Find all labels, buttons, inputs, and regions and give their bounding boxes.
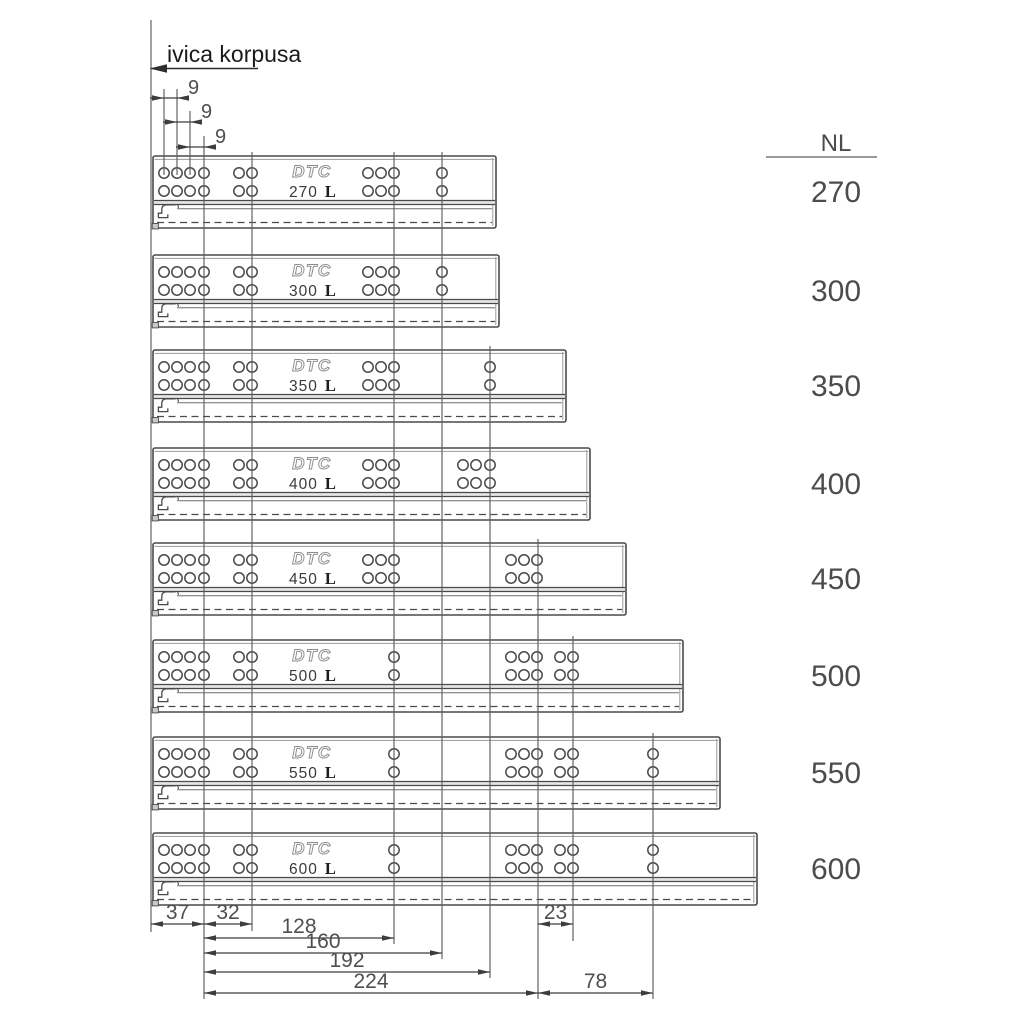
mounting-hole bbox=[363, 362, 373, 372]
mounting-hole bbox=[172, 186, 182, 196]
mounting-hole bbox=[159, 478, 169, 488]
front-bracket-foot bbox=[152, 516, 158, 521]
mounting-hole bbox=[234, 749, 244, 759]
dimension-arrow-icon bbox=[204, 969, 216, 975]
dimension-arrow-icon bbox=[192, 921, 204, 927]
nl-value-270: 270 bbox=[810, 176, 862, 209]
mounting-hole bbox=[159, 749, 169, 759]
mounting-hole bbox=[506, 555, 516, 565]
rail-body bbox=[153, 350, 566, 422]
mounting-hole bbox=[172, 652, 182, 662]
mounting-hole bbox=[506, 749, 516, 759]
mounting-hole bbox=[185, 380, 195, 390]
nl-values-group bbox=[811, 176, 861, 886]
dimension-label: 78 bbox=[583, 970, 608, 993]
dimension-9 bbox=[176, 126, 226, 150]
mounting-hole bbox=[185, 767, 195, 777]
mounting-hole bbox=[185, 460, 195, 470]
brand-logo: DTC bbox=[292, 549, 332, 568]
mounting-hole bbox=[519, 767, 529, 777]
mounting-hole bbox=[519, 670, 529, 680]
rail-body bbox=[153, 640, 683, 712]
nl-value-400: 400 bbox=[810, 468, 862, 501]
mounting-hole bbox=[234, 362, 244, 372]
mounting-hole bbox=[506, 652, 516, 662]
mounting-hole bbox=[159, 460, 169, 470]
rail-350 bbox=[152, 350, 566, 423]
mounting-hole bbox=[159, 186, 169, 196]
brand-logo: DTC bbox=[292, 261, 332, 280]
mounting-hole bbox=[376, 186, 386, 196]
brand-logo: DTC bbox=[292, 646, 332, 665]
dimension-arrow-icon bbox=[382, 935, 394, 941]
mounting-hole bbox=[234, 186, 244, 196]
mounting-hole bbox=[519, 749, 529, 759]
mounting-hole bbox=[172, 863, 182, 873]
dimension-160 bbox=[204, 930, 442, 956]
rail-600 bbox=[152, 833, 757, 906]
dimension-arrow-icon bbox=[151, 921, 163, 927]
mounting-hole bbox=[185, 362, 195, 372]
dimension-arrow-icon bbox=[526, 990, 538, 996]
brand-logo: DTC bbox=[292, 454, 332, 473]
mounting-hole bbox=[185, 749, 195, 759]
dimension-arrow-icon bbox=[478, 969, 490, 975]
mounting-hole bbox=[555, 670, 565, 680]
mounting-hole bbox=[376, 478, 386, 488]
rail-size-label: 550 L bbox=[289, 763, 337, 782]
rail-500 bbox=[152, 640, 683, 713]
nl-value-550: 550 bbox=[810, 757, 862, 790]
mounting-hole bbox=[376, 168, 386, 178]
nl-column-header: NL bbox=[820, 130, 852, 157]
mounting-hole bbox=[458, 460, 468, 470]
mounting-hole bbox=[185, 186, 195, 196]
dimension-label: 224 bbox=[353, 970, 389, 993]
rails-group bbox=[152, 156, 757, 906]
mounting-hole bbox=[363, 267, 373, 277]
mounting-hole bbox=[519, 652, 529, 662]
mounting-hole bbox=[376, 555, 386, 565]
mounting-hole bbox=[172, 670, 182, 680]
mounting-hole bbox=[519, 555, 529, 565]
mounting-hole bbox=[376, 285, 386, 295]
nl-value-450: 450 bbox=[810, 563, 862, 596]
rail-450 bbox=[152, 543, 626, 616]
left-arrow-icon bbox=[150, 64, 168, 73]
mounting-hole bbox=[172, 267, 182, 277]
dimension-arrow-icon bbox=[152, 95, 164, 101]
mounting-hole bbox=[363, 460, 373, 470]
mounting-hole bbox=[519, 573, 529, 583]
dimension-arrow-icon bbox=[204, 990, 216, 996]
rail-size-label: 350 L bbox=[289, 376, 337, 395]
mounting-hole bbox=[363, 478, 373, 488]
mounting-hole bbox=[159, 362, 169, 372]
mounting-hole bbox=[376, 380, 386, 390]
mounting-hole bbox=[234, 380, 244, 390]
mounting-hole bbox=[555, 767, 565, 777]
mounting-hole bbox=[172, 362, 182, 372]
mounting-hole bbox=[185, 573, 195, 583]
mounting-hole bbox=[532, 863, 542, 873]
mounting-hole bbox=[185, 845, 195, 855]
mounting-hole bbox=[532, 670, 542, 680]
brand-logo: DTC bbox=[292, 743, 332, 762]
rail-550 bbox=[152, 737, 720, 810]
mounting-hole bbox=[471, 460, 481, 470]
nl-value-600: 600 bbox=[810, 853, 862, 886]
dimension-arrow-icon bbox=[538, 990, 550, 996]
mounting-hole bbox=[159, 267, 169, 277]
mounting-hole bbox=[555, 845, 565, 855]
mounting-hole bbox=[172, 285, 182, 295]
dimension-arrow-icon bbox=[430, 950, 442, 956]
mounting-hole bbox=[506, 767, 516, 777]
dimension-label: 37 bbox=[165, 901, 190, 924]
mounting-hole bbox=[376, 460, 386, 470]
dimension-9 bbox=[163, 101, 212, 125]
mounting-hole bbox=[159, 767, 169, 777]
mounting-hole bbox=[363, 573, 373, 583]
front-bracket-foot bbox=[152, 901, 158, 906]
mounting-hole bbox=[172, 478, 182, 488]
rail-400 bbox=[152, 448, 590, 521]
dimension-label: 23 bbox=[543, 901, 568, 924]
rail-size-label: 400 L bbox=[289, 474, 337, 493]
mounting-hole bbox=[159, 380, 169, 390]
mounting-hole bbox=[376, 362, 386, 372]
mounting-hole bbox=[159, 285, 169, 295]
dimension-224 bbox=[204, 970, 538, 996]
mounting-hole bbox=[185, 670, 195, 680]
mounting-hole bbox=[234, 845, 244, 855]
mounting-hole bbox=[458, 478, 468, 488]
mounting-hole bbox=[234, 285, 244, 295]
mounting-hole bbox=[185, 285, 195, 295]
mounting-hole bbox=[185, 863, 195, 873]
mounting-hole bbox=[159, 845, 169, 855]
dimension-label: 32 bbox=[216, 901, 240, 924]
rail-size-label: 300 L bbox=[289, 281, 337, 300]
brand-logo: DTC bbox=[292, 162, 332, 181]
dimension-label: 9 bbox=[215, 126, 227, 148]
nl-value-350: 350 bbox=[810, 370, 862, 403]
mounting-hole bbox=[363, 285, 373, 295]
brand-logo: DTC bbox=[292, 839, 332, 858]
front-bracket-foot bbox=[152, 611, 158, 616]
mounting-hole bbox=[234, 267, 244, 277]
mounting-hole bbox=[172, 767, 182, 777]
dimension-arrow-icon bbox=[204, 935, 216, 941]
rail-size-label: 450 L bbox=[289, 569, 337, 588]
mounting-hole bbox=[376, 267, 386, 277]
mounting-hole bbox=[234, 670, 244, 680]
mounting-hole bbox=[532, 555, 542, 565]
nl-value-300: 300 bbox=[810, 275, 862, 308]
mounting-hole bbox=[159, 555, 169, 565]
brand-logo: DTC bbox=[292, 356, 332, 375]
mounting-hole bbox=[532, 573, 542, 583]
mounting-hole bbox=[532, 767, 542, 777]
mounting-hole bbox=[234, 767, 244, 777]
mounting-hole bbox=[172, 460, 182, 470]
top-dimensions-group bbox=[150, 77, 226, 150]
dimension-label: 160 bbox=[305, 930, 341, 953]
mounting-hole bbox=[363, 555, 373, 565]
mounting-hole bbox=[234, 652, 244, 662]
mounting-hole bbox=[234, 573, 244, 583]
mounting-hole bbox=[185, 478, 195, 488]
rail-size-label: 500 L bbox=[289, 666, 337, 685]
mounting-hole bbox=[185, 267, 195, 277]
mounting-hole bbox=[172, 573, 182, 583]
mounting-hole bbox=[234, 478, 244, 488]
dimension-label: 9 bbox=[188, 77, 200, 99]
rail-size-label: 600 L bbox=[289, 859, 337, 878]
mounting-hole bbox=[471, 478, 481, 488]
mounting-hole bbox=[506, 845, 516, 855]
dimension-9 bbox=[150, 77, 199, 101]
mounting-hole bbox=[234, 555, 244, 565]
mounting-hole bbox=[159, 573, 169, 583]
mounting-hole bbox=[519, 845, 529, 855]
mounting-hole bbox=[159, 863, 169, 873]
front-bracket-foot bbox=[152, 805, 158, 810]
mounting-hole bbox=[506, 863, 516, 873]
mounting-hole bbox=[159, 652, 169, 662]
mounting-hole bbox=[159, 670, 169, 680]
front-bracket-foot bbox=[152, 224, 158, 229]
mounting-hole bbox=[185, 652, 195, 662]
mounting-hole bbox=[555, 863, 565, 873]
dimension-arrow-icon bbox=[240, 921, 252, 927]
page-title: ivica korpusa bbox=[167, 41, 302, 67]
mounting-hole bbox=[172, 555, 182, 565]
dimension-arrow-icon bbox=[204, 921, 216, 927]
mounting-hole bbox=[234, 168, 244, 178]
front-bracket-foot bbox=[152, 418, 158, 423]
dimension-arrow-icon bbox=[204, 950, 216, 956]
mounting-hole bbox=[532, 749, 542, 759]
dimension-label: 128 bbox=[281, 915, 317, 938]
dimension-arrow-icon bbox=[178, 144, 190, 150]
mounting-hole bbox=[555, 749, 565, 759]
mounting-hole bbox=[172, 749, 182, 759]
mounting-hole bbox=[363, 380, 373, 390]
front-bracket-foot bbox=[152, 708, 158, 713]
mounting-hole bbox=[519, 863, 529, 873]
mounting-hole bbox=[532, 652, 542, 662]
mounting-hole bbox=[185, 555, 195, 565]
dimension-arrow-icon bbox=[165, 119, 177, 125]
nl-value-500: 500 bbox=[810, 660, 862, 693]
mounting-hole bbox=[363, 168, 373, 178]
mounting-hole bbox=[172, 380, 182, 390]
mounting-hole bbox=[234, 460, 244, 470]
mounting-hole bbox=[172, 845, 182, 855]
mounting-hole bbox=[234, 863, 244, 873]
mounting-hole bbox=[506, 670, 516, 680]
mounting-hole bbox=[376, 573, 386, 583]
mounting-hole bbox=[363, 186, 373, 196]
dimension-label: 9 bbox=[201, 101, 213, 123]
dimension-78 bbox=[538, 970, 653, 996]
dimension-arrow-icon bbox=[641, 990, 653, 996]
rail-size-label: 270 L bbox=[289, 182, 337, 201]
mounting-hole bbox=[506, 573, 516, 583]
mounting-hole bbox=[532, 845, 542, 855]
mounting-hole bbox=[555, 652, 565, 662]
front-bracket-foot bbox=[152, 323, 158, 328]
dimension-label: 192 bbox=[329, 949, 365, 972]
bottom-dimensions-group bbox=[151, 901, 653, 996]
